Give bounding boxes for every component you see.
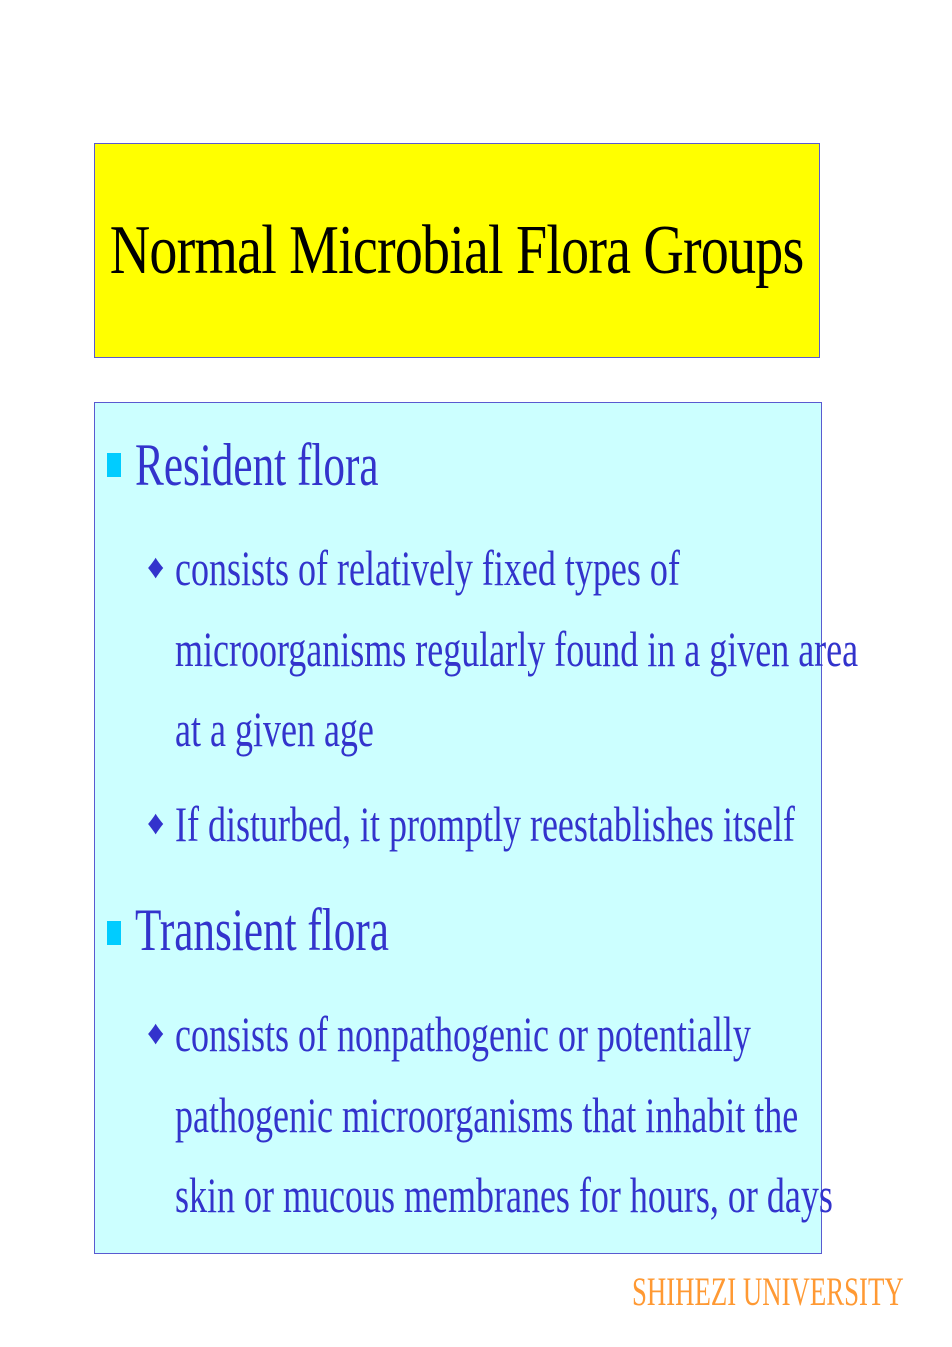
square-bullet-icon (107, 453, 121, 477)
diamond-bullet-icon: ♦ (147, 805, 165, 842)
title-box (94, 143, 820, 358)
point-line: consists of nonpathogenic or potentially (175, 1006, 751, 1062)
diamond-bullet-icon: ♦ (147, 549, 165, 586)
point-line: If disturbed, it promptly reestablishes itself (175, 796, 795, 852)
slide-title: Normal Microbial Flora Groups (110, 211, 804, 289)
point-line: at a given age (175, 701, 374, 757)
university-footer: SHIHEZI UNIVERSITY (632, 1269, 904, 1314)
section-heading-transient: Transient flora (135, 897, 389, 963)
content-box (94, 402, 859, 1254)
square-bullet-icon (107, 921, 121, 945)
point-line: pathogenic microorganisms that inhabit the (175, 1087, 799, 1143)
point-line: skin or mucous membranes for hours, or days (175, 1167, 833, 1223)
diamond-bullet-icon: ♦ (147, 1015, 165, 1052)
section-heading-resident: Resident flora (135, 432, 379, 498)
point-line: consists of relatively fixed types of (175, 540, 680, 596)
point-line: microorganisms regularly found in a given area (175, 621, 859, 677)
